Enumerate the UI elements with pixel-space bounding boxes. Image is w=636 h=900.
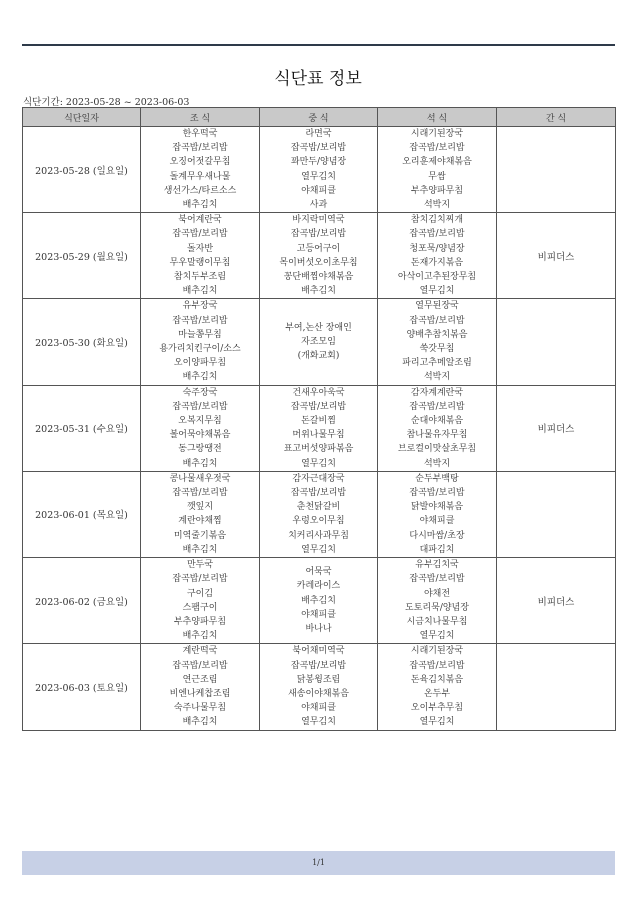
breakfast-cell bbox=[141, 213, 260, 299]
menu-item: 대파김치 bbox=[419, 544, 455, 555]
menu-item: 배추김치 bbox=[182, 631, 218, 642]
menu-item: 파리고추메알조림 bbox=[402, 358, 472, 369]
breakfast-cell bbox=[141, 127, 260, 213]
menu-item: 열무김치 bbox=[301, 458, 336, 469]
menu-item: 바나나 bbox=[305, 624, 332, 634]
menu-item: 연근조림 bbox=[182, 674, 218, 685]
page-number: 1/1 bbox=[312, 858, 325, 867]
menu-item: 야채피클 bbox=[301, 609, 336, 620]
menu-item: 꽈만두/양념장 bbox=[290, 157, 347, 168]
menu-item: 잡곡밥/보리밥 bbox=[290, 401, 347, 412]
breakfast-cell bbox=[141, 299, 260, 385]
header-breakfast: 조 식 bbox=[141, 108, 260, 127]
menu-item: (개화교회) bbox=[297, 351, 340, 362]
menu-item: 숙주장국 bbox=[182, 387, 218, 398]
menu-item: 양배추참치볶음 bbox=[406, 329, 468, 340]
menu-item: 머위나물무침 bbox=[292, 430, 345, 441]
menu-item: 브로컬이맛살초무침 bbox=[397, 444, 477, 455]
menu-item: 만두국 bbox=[186, 560, 214, 571]
menu-item: 열무김치 bbox=[419, 631, 455, 642]
menu-item: 고등어구이 bbox=[296, 243, 341, 254]
meal-table-body bbox=[23, 127, 616, 731]
menu-item: 카레라이스 bbox=[296, 581, 341, 592]
menu-item: 시래기된장국 bbox=[410, 129, 464, 139]
menu-item: 잡곡밥/보리밥 bbox=[172, 229, 228, 240]
meal-date: 2023-06-03 (토요일) bbox=[23, 644, 141, 730]
lunch-cell bbox=[260, 127, 378, 213]
menu-item: 시래기된장국 bbox=[410, 646, 464, 657]
menu-item: 야채피클 bbox=[301, 703, 336, 714]
menu-item: 열무김치 bbox=[419, 286, 455, 297]
dinner-cell bbox=[378, 213, 497, 299]
menu-item: 참치두부조림 bbox=[173, 272, 227, 283]
meal-date: 2023-05-28 (일요일) bbox=[23, 127, 141, 213]
menu-item: 깻잎지 bbox=[186, 502, 214, 513]
menu-item: 유부장국 bbox=[182, 301, 218, 312]
breakfast-cell bbox=[141, 471, 260, 557]
header-row bbox=[23, 108, 616, 127]
menu-item: 잡곡밥/보리밥 bbox=[409, 660, 465, 671]
menu-item: 돌계무우새나물 bbox=[169, 171, 231, 182]
menu-item: 잡곡밥/보리밥 bbox=[172, 574, 228, 585]
menu-item: 한우떡국 bbox=[182, 129, 218, 139]
menu-item: 잡곡밥/보리밥 bbox=[409, 229, 465, 240]
table-row bbox=[23, 385, 616, 471]
menu-item: 참치김치찌개 bbox=[410, 215, 464, 226]
menu-item: 오복지무침 bbox=[178, 416, 222, 427]
menu-item: 꽁단배찜야채볶음 bbox=[283, 272, 354, 283]
menu-item: 열무김치 bbox=[301, 171, 336, 182]
menu-item: 계란야채찜 bbox=[178, 516, 222, 527]
menu-item: 치커리사과무침 bbox=[288, 530, 349, 541]
table-row bbox=[23, 127, 616, 213]
meal-date: 2023-06-02 (금요일) bbox=[23, 558, 141, 644]
table-row bbox=[23, 644, 616, 730]
lunch-cell bbox=[260, 644, 378, 730]
menu-item: 동그랑땡전 bbox=[178, 444, 222, 455]
menu-item: 배추김치 bbox=[182, 372, 218, 383]
meal-date: 2023-06-01 (목요일) bbox=[23, 471, 141, 557]
menu-item: 잡곡밥/보리밥 bbox=[290, 143, 347, 154]
menu-item: 야채피클 bbox=[301, 185, 336, 196]
menu-item: 새송이야채볶음 bbox=[288, 688, 349, 699]
menu-item: 배추김치 bbox=[182, 200, 218, 211]
menu-item: 온두부 bbox=[423, 688, 451, 699]
menu-item: 무우말랭이무침 bbox=[169, 257, 231, 268]
menu-item: 감자계계란국 bbox=[410, 387, 464, 398]
snack-cell bbox=[497, 127, 616, 213]
menu-item: 우렁오이무침 bbox=[292, 516, 345, 527]
snack-cell: 비피더스 bbox=[497, 385, 616, 471]
menu-item: 감자근대장국 bbox=[292, 473, 345, 484]
dinner-cell bbox=[378, 644, 497, 730]
menu-item: 자조모임 bbox=[301, 336, 336, 347]
menu-item: 잡곡밥/보리밥 bbox=[409, 401, 465, 412]
menu-item: 건새우아욱국 bbox=[292, 387, 345, 398]
menu-item: 배추김치 bbox=[182, 286, 218, 297]
snack-cell: 비피더스 bbox=[497, 558, 616, 644]
menu-item: 석박지 bbox=[423, 372, 451, 383]
menu-item: 배추김치 bbox=[301, 286, 336, 297]
menu-item: 어묵국 bbox=[305, 567, 332, 578]
menu-item: 잡곡밥/보리밥 bbox=[172, 315, 228, 326]
menu-item: 잡곡밥/보리밥 bbox=[290, 660, 347, 671]
menu-item: 북어계란국 bbox=[178, 215, 222, 226]
menu-item: 배추김치 bbox=[182, 458, 218, 469]
menu-item: 석박지 bbox=[423, 458, 451, 469]
menu-item: 배추김치 bbox=[182, 544, 218, 555]
lunch-cell bbox=[260, 471, 378, 557]
menu-item: 목이버섯오이초무침 bbox=[279, 257, 358, 268]
header-dinner: 석 식 bbox=[378, 108, 497, 127]
menu-item: 쑥갓무침 bbox=[419, 344, 455, 355]
menu-item: 북어채미역국 bbox=[292, 646, 345, 657]
menu-item: 부추양파무침 bbox=[410, 185, 464, 196]
snack-cell: 비피더스 bbox=[497, 213, 616, 299]
menu-item: 숙주나물무침 bbox=[173, 703, 227, 714]
menu-item: 열무김치 bbox=[301, 717, 336, 728]
menu-item: 볼어묵야채볶음 bbox=[169, 430, 231, 441]
snack-cell bbox=[497, 299, 616, 385]
menu-item: 도토리묵/양념장 bbox=[405, 602, 469, 613]
menu-item: 잡곡밥/보리밥 bbox=[409, 488, 465, 499]
lunch-cell bbox=[260, 558, 378, 644]
table-row bbox=[23, 471, 616, 557]
menu-item: 돈갈비찜 bbox=[301, 416, 336, 427]
meal-date: 2023-05-29 (월요일) bbox=[23, 213, 141, 299]
menu-item: 참나물유자무침 bbox=[406, 430, 468, 441]
menu-item: 콩나물새우젓국 bbox=[169, 473, 231, 484]
breakfast-cell bbox=[141, 558, 260, 644]
menu-item: 바지락미역국 bbox=[292, 215, 345, 226]
meal-date: 2023-05-30 (화요일) bbox=[23, 299, 141, 385]
menu-item: 스팸구이 bbox=[182, 602, 218, 613]
menu-item: 부여,논산 장애인 bbox=[285, 322, 352, 333]
menu-item: 배추김치 bbox=[182, 717, 218, 728]
top-divider bbox=[22, 44, 615, 46]
header-snack: 간 식 bbox=[497, 108, 616, 127]
menu-item: 석박지 bbox=[423, 200, 451, 211]
menu-item: 다시마쌈/초장 bbox=[409, 530, 465, 541]
menu-item: 오이부추무침 bbox=[410, 703, 464, 714]
menu-item: 부추양파무침 bbox=[173, 616, 227, 627]
menu-item: 열무김치 bbox=[301, 544, 336, 555]
lunch-cell bbox=[260, 213, 378, 299]
menu-item: 잡곡밥/보리밥 bbox=[172, 401, 228, 412]
menu-item: 돈재가지볶음 bbox=[410, 257, 464, 268]
menu-item: 돈육김치볶음 bbox=[410, 674, 464, 685]
menu-item: 열무된장국 bbox=[415, 301, 459, 312]
table-row bbox=[23, 558, 616, 644]
dinner-cell bbox=[378, 558, 497, 644]
menu-item: 배추김치 bbox=[301, 595, 336, 606]
menu-item: 마늘쫑무침 bbox=[178, 329, 222, 340]
lunch-cell bbox=[260, 299, 378, 385]
menu-item: 잡곡밥/보리밥 bbox=[409, 143, 465, 154]
dinner-cell bbox=[378, 385, 497, 471]
snack-cell bbox=[497, 644, 616, 730]
menu-item: 용가리치킨구이/소스 bbox=[159, 344, 241, 355]
menu-item: 생선가스/타르소스 bbox=[163, 185, 237, 196]
dinner-cell bbox=[378, 471, 497, 557]
menu-item: 청포묵/양념장 bbox=[409, 243, 465, 254]
menu-item: 잡곡밥/보리밥 bbox=[172, 660, 228, 671]
header-lunch: 중 식 bbox=[260, 108, 378, 127]
menu-item: 잡곡밥/보리밥 bbox=[290, 229, 347, 240]
table-row bbox=[23, 213, 616, 299]
menu-item: 오이양파무침 bbox=[173, 358, 227, 369]
menu-item: 미역줄기볶음 bbox=[173, 530, 227, 541]
menu-item: 시금치나물무침 bbox=[406, 616, 468, 627]
menu-item: 닭발야채볶음 bbox=[410, 502, 464, 513]
menu-item: 야채전 bbox=[423, 588, 451, 599]
page-title: 식단표 정보 bbox=[274, 69, 362, 89]
dinner-cell bbox=[378, 299, 497, 385]
menu-item: 아삭이고추된장무침 bbox=[397, 272, 477, 283]
menu-item: 무쌈 bbox=[428, 171, 446, 182]
menu-item: 닭봉윙조림 bbox=[296, 674, 341, 685]
snack-cell bbox=[497, 471, 616, 557]
page-footer bbox=[22, 851, 615, 875]
menu-item: 돌자반 bbox=[186, 243, 214, 254]
lunch-cell bbox=[260, 385, 378, 471]
menu-item: 잡곡밥/보리밥 bbox=[409, 315, 465, 326]
menu-item: 유부김치국 bbox=[415, 560, 459, 571]
menu-item: 춘천닭갈비 bbox=[296, 502, 341, 513]
menu-item: 잡곡밥/보리밥 bbox=[409, 574, 465, 585]
header-date: 식단일자 bbox=[23, 108, 141, 127]
menu-item: 야채피클 bbox=[419, 516, 455, 527]
menu-item: 잡곡밥/보리밥 bbox=[172, 488, 228, 499]
menu-item: 잡곡밥/보리밥 bbox=[172, 143, 228, 154]
menu-item: 오리훈제야채볶음 bbox=[402, 157, 472, 168]
menu-item: 순두부백탕 bbox=[415, 473, 459, 484]
menu-item: 비엔나케찹조림 bbox=[169, 688, 231, 699]
menu-item: 계란떡국 bbox=[182, 646, 218, 657]
dinner-cell bbox=[378, 127, 497, 213]
menu-item: 잡곡밥/보리밥 bbox=[290, 488, 347, 499]
table-row bbox=[23, 299, 616, 385]
breakfast-cell bbox=[141, 644, 260, 730]
menu-item: 표고버섯양파볶음 bbox=[283, 444, 354, 455]
menu-item: 라면국 bbox=[305, 129, 332, 139]
menu-period: 식단기간: 2023-05-28 ~ 2023-06-03 bbox=[23, 97, 190, 108]
menu-item: 사과 bbox=[309, 200, 328, 211]
menu-item: 오징어젓갈무침 bbox=[169, 157, 231, 168]
menu-item: 구이김 bbox=[186, 588, 214, 599]
menu-item: 순대야채볶음 bbox=[410, 416, 464, 427]
breakfast-cell bbox=[141, 385, 260, 471]
meal-date: 2023-05-31 (수요일) bbox=[23, 385, 141, 471]
meal-table bbox=[22, 107, 616, 731]
menu-item: 열무김치 bbox=[419, 717, 455, 728]
